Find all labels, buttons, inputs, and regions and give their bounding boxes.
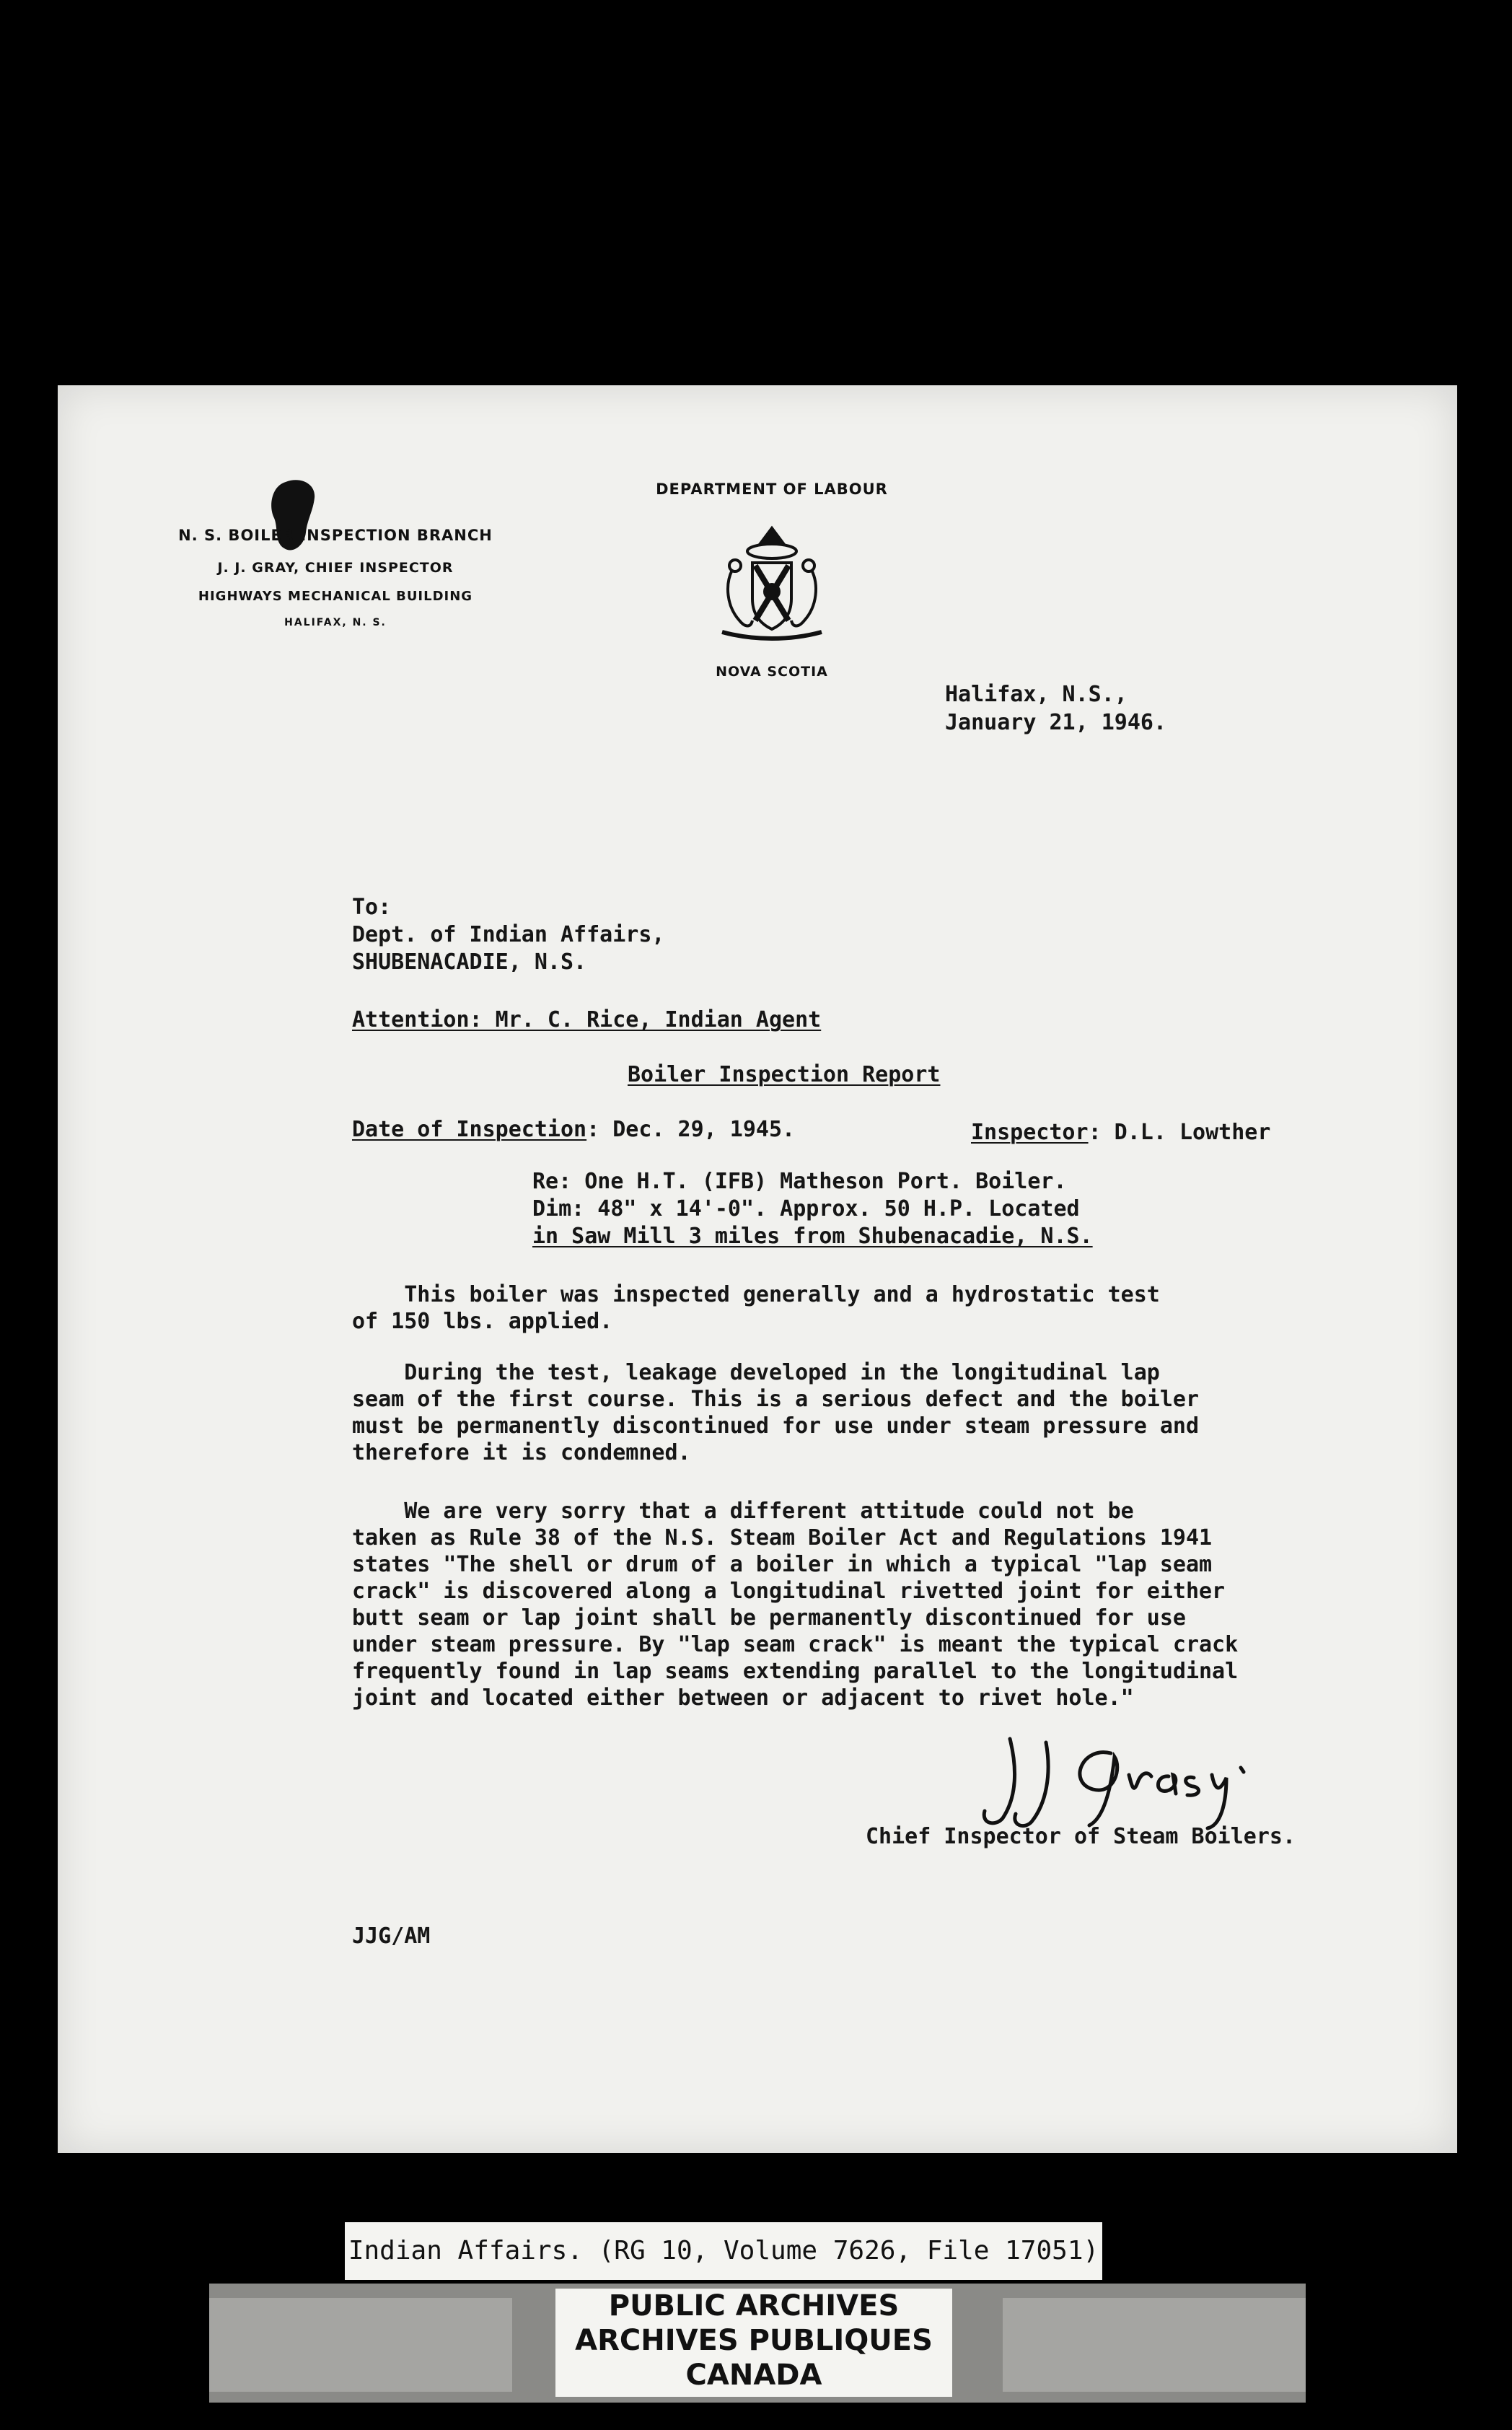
letterhead-city: HALIFAX, N. S. xyxy=(284,617,387,628)
paragraph-2: During the test, leakage developed in the longitudinal lap seam of the first course. This is a serious defect and the boiler must be permanently discontinued for use under steam pressure and therefore it is condemned. xyxy=(352,1360,1199,1465)
re-line-1: Re: One H.T. (IFB) Matheson Port. Boiler. xyxy=(532,1169,1067,1194)
letterhead-department: DEPARTMENT OF LABOUR xyxy=(656,481,888,498)
report-title: Boiler Inspection Report xyxy=(628,1062,941,1087)
inspection-date-value: : Dec. 29, 1945. xyxy=(586,1117,796,1142)
address-line-1: Dept. of Indian Affairs, xyxy=(352,922,665,947)
stamp-fragment-left xyxy=(209,2298,512,2392)
paragraph-1: This boiler was inspected generally and a hydrostatic test of 150 lbs. applied. xyxy=(352,1282,1160,1334)
letterhead-chief: J. J. GRAY, CHIEF INSPECTOR xyxy=(217,560,454,576)
public-archives-stamp xyxy=(555,2289,952,2397)
letter-place: Halifax, N.S., xyxy=(945,682,1128,707)
stamp-line-2: ARCHIVES PUBLIQUES xyxy=(575,2324,933,2357)
inspector-label: Inspector xyxy=(971,1120,1089,1145)
letterhead-building: HIGHWAYS MECHANICAL BUILDING xyxy=(198,589,473,604)
stamp-fragment-right xyxy=(1003,2298,1306,2392)
re-line-2: Dim: 48" x 14'-0". Approx. 50 H.P. Located xyxy=(532,1196,1080,1221)
letterhead-branch-block xyxy=(148,527,523,628)
attention-line: Attention: Mr. C. Rice, Indian Agent xyxy=(352,1007,822,1032)
inspection-date xyxy=(352,1117,795,1143)
inspector xyxy=(971,1120,1270,1146)
letter-page xyxy=(58,385,1457,2153)
inspection-date-label: Date of Inspection xyxy=(352,1117,587,1142)
address-to-label: To: xyxy=(352,895,392,920)
letterhead-branch: N. S. BOILER INSPECTION BRANCH xyxy=(178,527,493,544)
handwritten-signature xyxy=(967,1724,1277,1833)
stamp-line-1: PUBLIC ARCHIVES xyxy=(608,2289,900,2322)
re-line-3: in Saw Mill 3 miles from Shubenacadie, N.S. xyxy=(532,1224,1093,1249)
signatory-title: Chief Inspector of Steam Boilers. xyxy=(866,1824,1296,1849)
letter-date: January 21, 1946. xyxy=(945,710,1167,735)
paragraph-3: We are very sorry that a different attitude could not be taken as Rule 38 of the N.S. Steam Boiler Act and Regulations 1941 states "The shell or drum of a boiler in which a typical "lap seam crack" is discovered along a longitudinal rivetted joint for either butt seam or lap joint shall be permanently discontinued for use under steam pressure. By "lap seam crack" is meant the typical crack frequently found in lap seams extending parallel to the longitudinal joint and located either between or adjacent to rivet hole." xyxy=(352,1499,1239,1711)
nova-scotia-crest-icon xyxy=(711,519,833,642)
archive-reference-label: Indian Affairs. (RG 10, Volume 7626, File 17051) xyxy=(345,2222,1102,2280)
letterhead-province: NOVA SCOTIA xyxy=(716,664,828,680)
typist-initials: JJG/AM xyxy=(352,1924,431,1949)
stamp-line-3: CANADA xyxy=(685,2359,822,2392)
inspector-value: : D.L. Lowther xyxy=(1088,1120,1271,1145)
address-line-2: SHUBENACADIE, N.S. xyxy=(352,949,587,975)
